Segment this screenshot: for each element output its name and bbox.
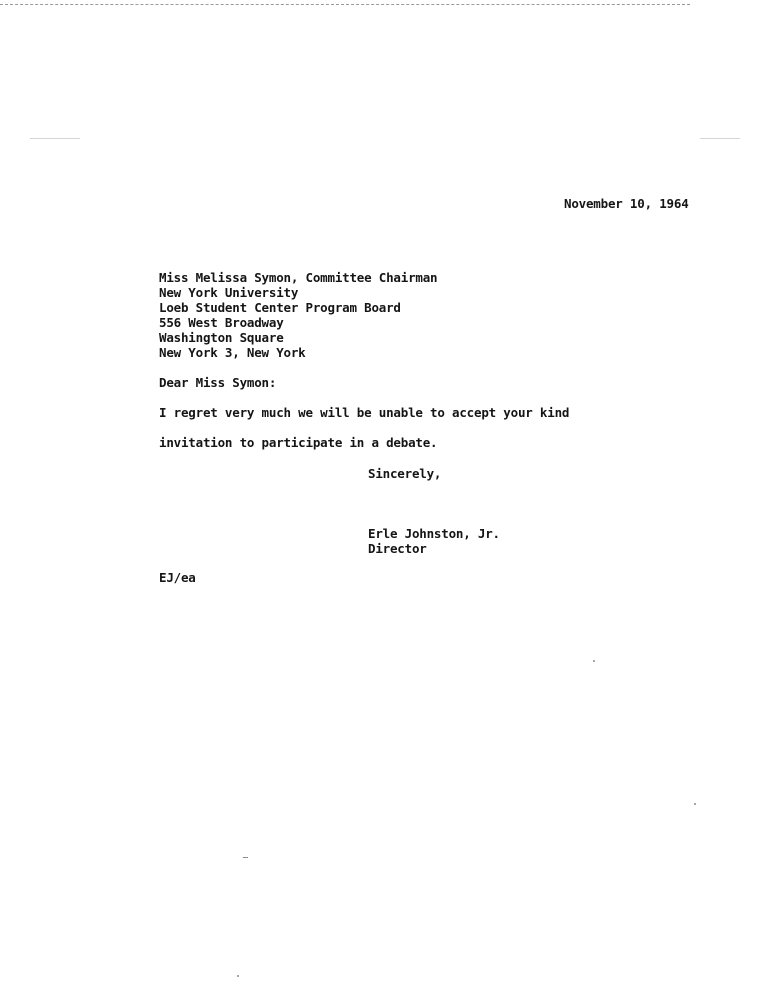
closing: Sincerely, (368, 466, 442, 481)
scan-speck (593, 660, 595, 662)
scan-speck (237, 975, 239, 977)
scan-speck (694, 803, 696, 805)
recipient-organization: New York University (159, 285, 299, 300)
top-edge-rule (0, 4, 690, 5)
body-line: I regret very much we will be unable to accept your kind (159, 405, 570, 420)
recipient-square: Washington Square (159, 330, 284, 345)
signer-title: Director (368, 541, 427, 556)
recipient-name-line: Miss Melissa Symon, Committee Chairman (159, 270, 438, 285)
signer-name: Erle Johnston, Jr. (368, 526, 500, 541)
recipient-city: New York 3, New York (159, 345, 306, 360)
recipient-department: Loeb Student Center Program Board (159, 300, 401, 315)
reference-initials: EJ/ea (159, 570, 196, 585)
scan-speck (30, 138, 80, 139)
scan-speck (700, 138, 740, 139)
letter-date: November 10, 1964 (564, 196, 689, 211)
body-line: invitation to participate in a debate. (159, 435, 438, 450)
scan-speck (243, 857, 248, 858)
recipient-street: 556 West Broadway (159, 315, 284, 330)
salutation: Dear Miss Symon: (159, 375, 277, 390)
